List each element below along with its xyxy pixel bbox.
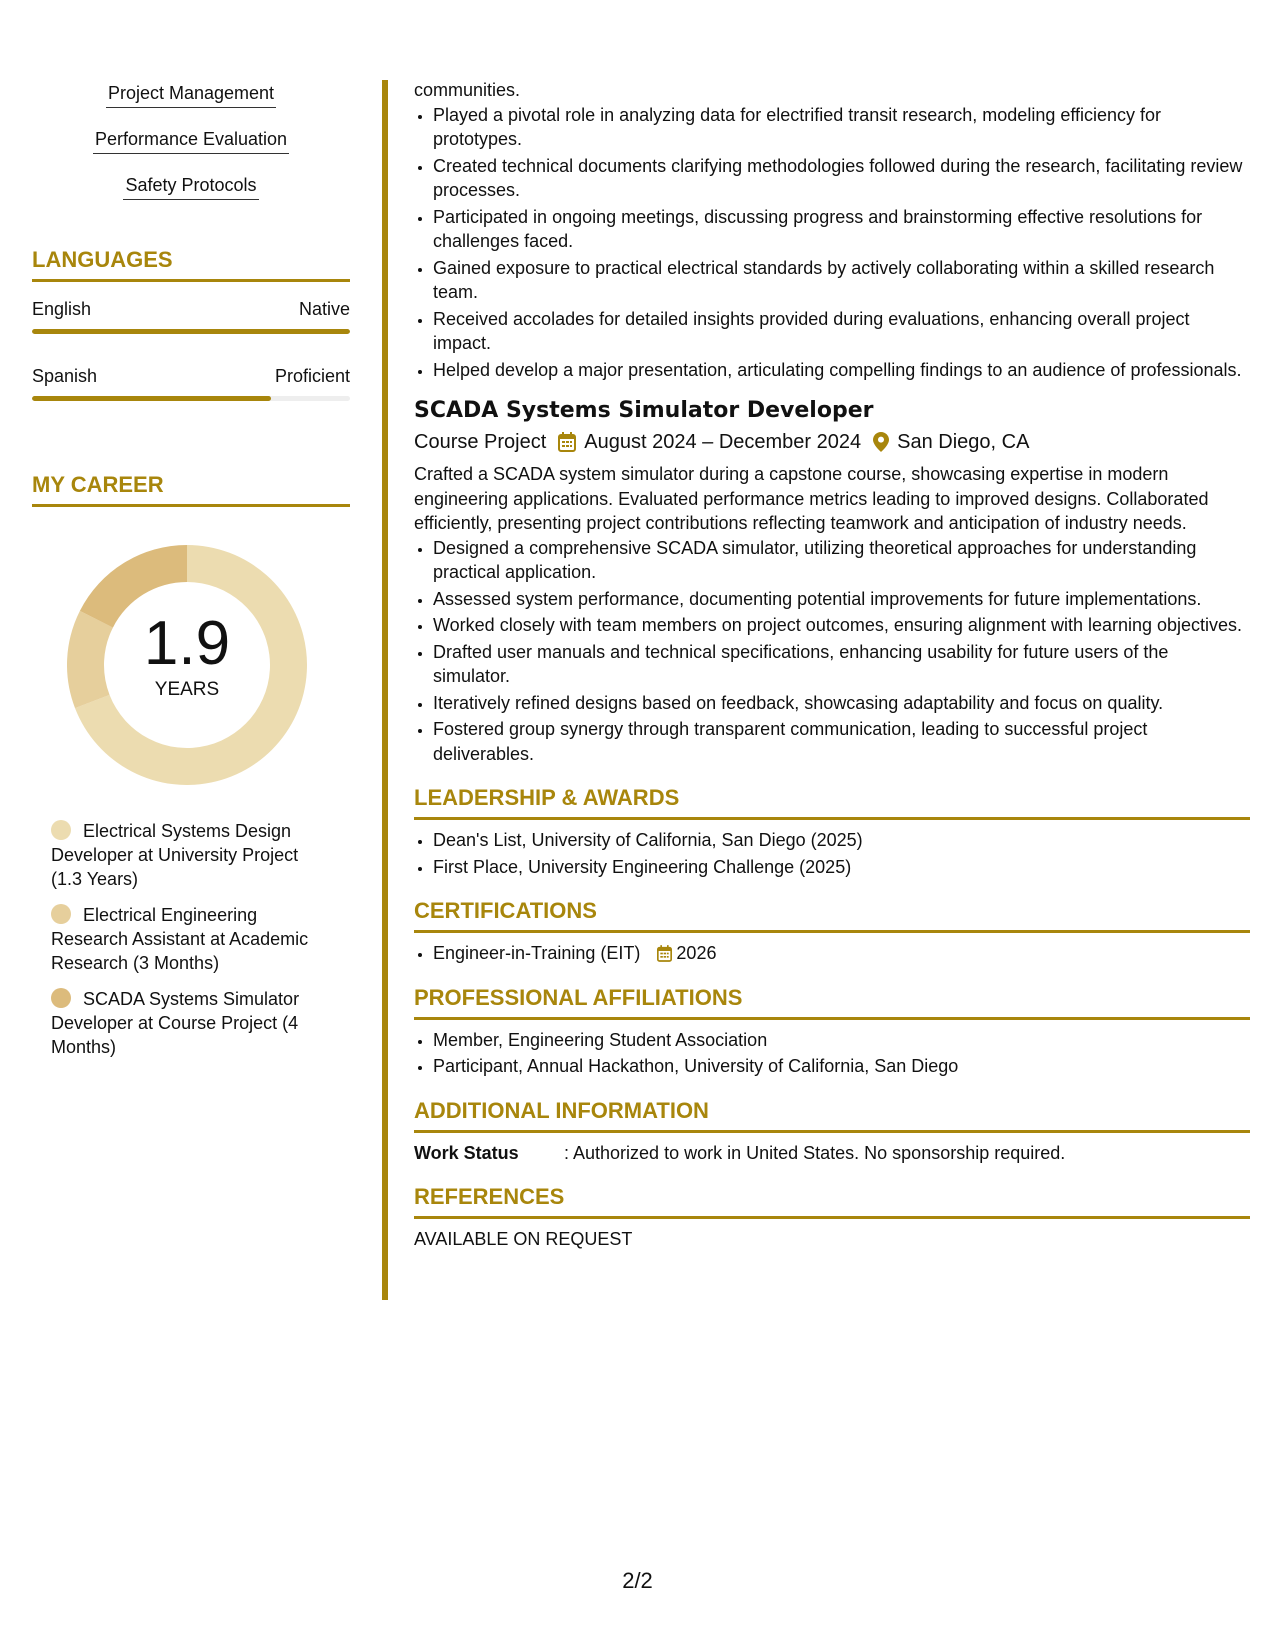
- job-meta: [414, 428, 1250, 456]
- skill-item: Project Management: [32, 80, 350, 108]
- job-organization: Course Project: [414, 431, 547, 453]
- references-text: AVAILABLE ON REQUEST: [414, 1229, 633, 1249]
- career-legend: [51, 819, 331, 1059]
- leadership-heading: LEADERSHIP & AWARDS: [414, 784, 1250, 820]
- career-total-value: 1.9: [143, 609, 231, 678]
- job-bullets: [414, 536, 1250, 767]
- career-legend-item: SCADA Systems Simulator Developer at Course Project (4 Months): [51, 989, 300, 1057]
- certification-year: 2026: [676, 943, 717, 963]
- bullet-item: • Fostered group synergy through transparent communication, leading to successful project deliverables.: [433, 717, 1250, 766]
- main-content: [414, 78, 1250, 1252]
- location-pin-icon: [873, 432, 889, 452]
- career-legend-item: Electrical Engineering Research Assistant at Academic Research (3 Months): [51, 905, 309, 973]
- career-legend-item: Electrical Systems Design Developer at University Project (1.3 Years): [51, 821, 299, 889]
- language-item: [32, 297, 350, 334]
- page-number: 2/2: [622, 1568, 653, 1593]
- bullet-item: • Participated in ongoing meetings, discussing progress and brainstorming effective resolutions for challenges faced.: [433, 205, 1250, 254]
- job-description: Crafted a SCADA system simulator during a capstone course, showcasing expertise in modern engineering applications. Evaluated performance metrics leading to improved designs. Collaborated efficiently, presenting project contributions reflecting teamwork and anticipation of industry needs.: [414, 464, 1209, 533]
- bullet-item: • Created technical documents clarifying methodologies followed during the research, facilitating review processes.: [433, 154, 1250, 203]
- bullet-item: • Helped develop a major presentation, articulating compelling findings to an audience of professionals.: [433, 358, 1250, 383]
- language-name: English: [32, 299, 92, 319]
- legend-dot: [51, 988, 71, 1008]
- column-divider: [382, 80, 388, 1300]
- work-status-row: [414, 1141, 1250, 1166]
- leadership-list: [414, 828, 1250, 879]
- skill-item: Performance Evaluation: [32, 126, 350, 154]
- bullet-item: • Drafted user manuals and technical specifications, enhancing usability for future users of the simulator.: [433, 640, 1250, 689]
- language-item: [32, 364, 350, 401]
- references-heading: REFERENCES: [414, 1183, 1250, 1219]
- job-location: San Diego, CA: [897, 431, 1030, 453]
- language-level: Proficient: [274, 366, 350, 386]
- calendar-icon: [558, 432, 576, 452]
- bullet-item: • Assessed system performance, documenting potential improvements for future implementations.: [433, 587, 1250, 612]
- bullet-item: • Worked closely with team members on project outcomes, ensuring alignment with learning objectives.: [433, 613, 1250, 638]
- calendar-icon: [657, 945, 672, 962]
- career-heading: MY CAREER: [32, 471, 350, 507]
- bullet-item: • Received accolades for detailed insights provided during evaluations, enhancing overall project impact.: [433, 307, 1250, 356]
- affiliation-item: • Member, Engineering Student Association: [433, 1028, 1250, 1053]
- career-donut-chart: [67, 545, 307, 785]
- language-name: Spanish: [32, 366, 98, 386]
- work-status-value: : Authorized to work in United States. No sponsorship required.: [564, 1142, 1066, 1163]
- language-bar: [32, 329, 350, 334]
- job-title: SCADA Systems Simulator Developer: [414, 398, 874, 423]
- language-bar: [32, 396, 350, 401]
- certifications-heading: CERTIFICATIONS: [414, 897, 1250, 933]
- experience-bullets: [414, 103, 1250, 383]
- legend-dot: [51, 820, 71, 840]
- bullet-item: • Designed a comprehensive SCADA simulator, utilizing theoretical approaches for understanding practical application.: [433, 536, 1250, 585]
- bullet-item: • Iteratively refined designs based on feedback, showcasing adaptability and focus on quality.: [433, 691, 1250, 716]
- bullet-item: • Played a pivotal role in analyzing data for electrified transit research, modeling efficiency for prototypes.: [433, 103, 1250, 152]
- award-item: • Dean's List, University of California, San Diego (2025): [433, 828, 1250, 853]
- skill-item: Safety Protocols: [32, 172, 350, 200]
- bullet-item: • Gained exposure to practical electrical standards by actively collaborating within a skilled research team.: [433, 256, 1250, 305]
- affiliations-heading: PROFESSIONAL AFFILIATIONS: [414, 984, 1250, 1020]
- language-level: Native: [298, 299, 350, 319]
- work-status-label: Work Status: [414, 1142, 519, 1163]
- certifications-list: [414, 941, 1250, 966]
- languages-heading: LANGUAGES: [32, 246, 350, 282]
- experience-continued-text: communities.: [414, 80, 521, 100]
- affiliations-list: [414, 1028, 1250, 1079]
- additional-info-heading: ADDITIONAL INFORMATION: [414, 1097, 1250, 1133]
- career-total-unit: YEARS: [154, 679, 220, 700]
- affiliation-item: • Participant, Annual Hackathon, University of California, San Diego: [433, 1054, 1250, 1079]
- certification-item: [433, 941, 1250, 966]
- sidebar: [32, 80, 350, 1071]
- legend-dot: [51, 904, 71, 924]
- award-item: • First Place, University Engineering Challenge (2025): [433, 855, 1250, 880]
- certification-name: Engineer-in-Training (EIT): [433, 943, 641, 963]
- job-dates: August 2024 – December 2024: [584, 431, 862, 453]
